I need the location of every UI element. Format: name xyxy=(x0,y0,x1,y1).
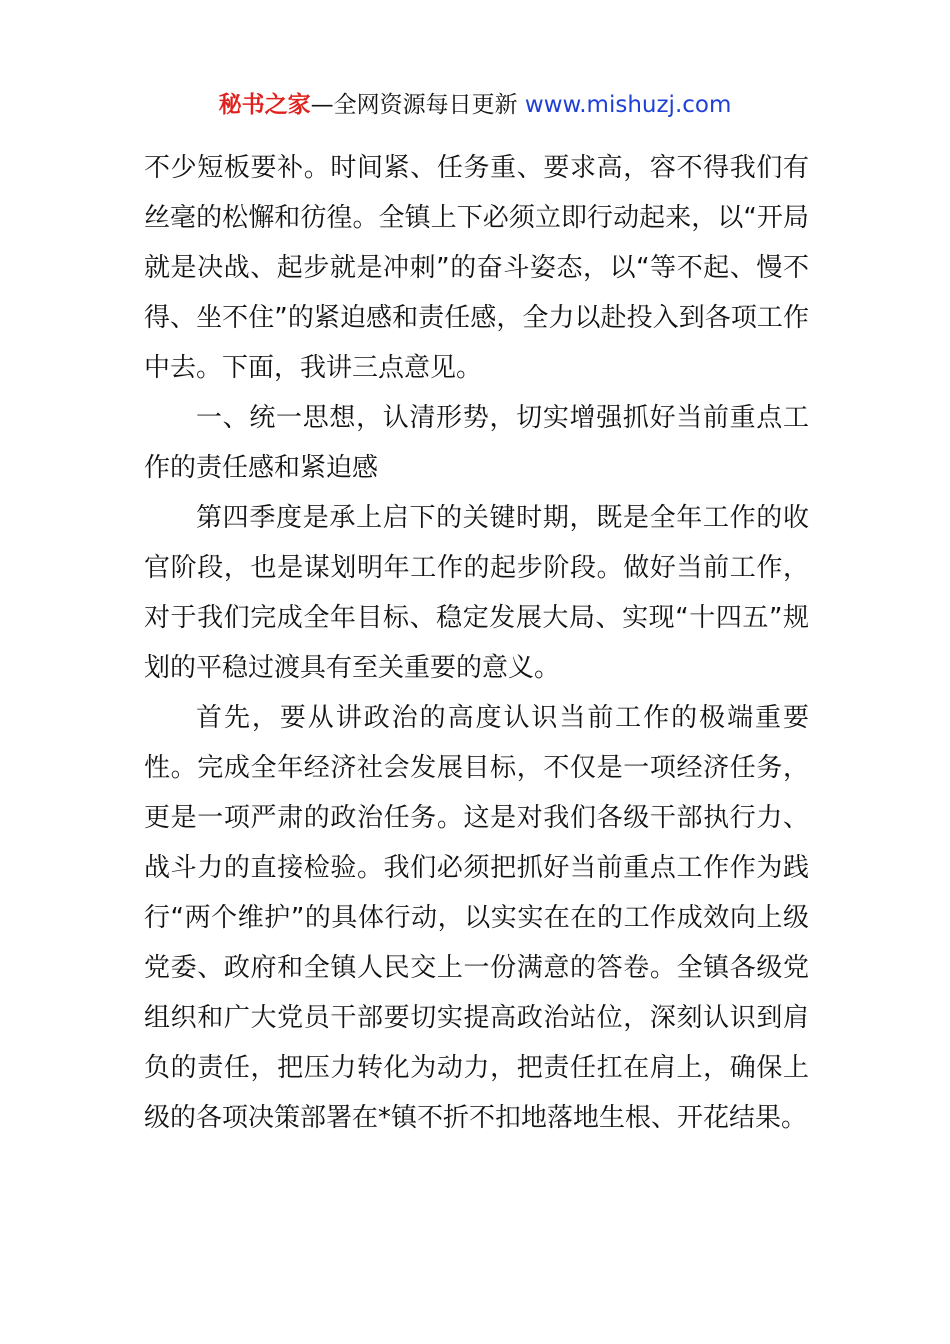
section-heading: 一、统一思想，认清形势，切实增强抓好当前重点工作的责任感和紧迫感 xyxy=(144,403,809,483)
document-body xyxy=(144,143,809,1143)
body-paragraph: 不少短板要补。时间紧、任务重、要求高，容不得我们有丝毫的松懈和彷徨。全镇上下必须立即行动起来，以“开局就是决战、起步就是冲刺”的奋斗姿态，以“等不起、慢不得、坐不住”的紧迫感和责任感，全力以赴投入到各项工作中去。下面，我讲三点意见。 xyxy=(144,153,809,383)
body-paragraph: 首先，要从讲政治的高度认识当前工作的极端重要性。完成全年经济社会发展目标，不仅是一项经济任务，更是一项严肃的政治任务。这是对我们各级干部执行力、战斗力的直接检验。我们必须把抓好当前重点工作作为践行“两个维护”的具体行动，以实实在在的工作成效向上级党委、政府和全镇人民交上一份满意的答卷。全镇各级党组织和广大党员干部要切实提高政治站位，深刻认识到肩负的责任，把压力转化为动力，把责任扛在肩上，确保上级的各项决策部署在*镇不折不扣地落地生根、开花结果。 xyxy=(144,703,809,1133)
brand-name: 秘书之家 xyxy=(218,92,311,118)
site-url-link[interactable]: www.mishuzj.com xyxy=(524,92,732,118)
header-tagline: —全网资源每日更新 xyxy=(310,92,525,118)
page-header xyxy=(0,88,950,122)
body-paragraph: 第四季度是承上启下的关键时期，既是全年工作的收官阶段，也是谋划明年工作的起步阶段。做好当前工作，对于我们完成全年目标、稳定发展大局、实现“十四五”规划的平稳过渡具有至关重要的意义。 xyxy=(144,503,809,683)
